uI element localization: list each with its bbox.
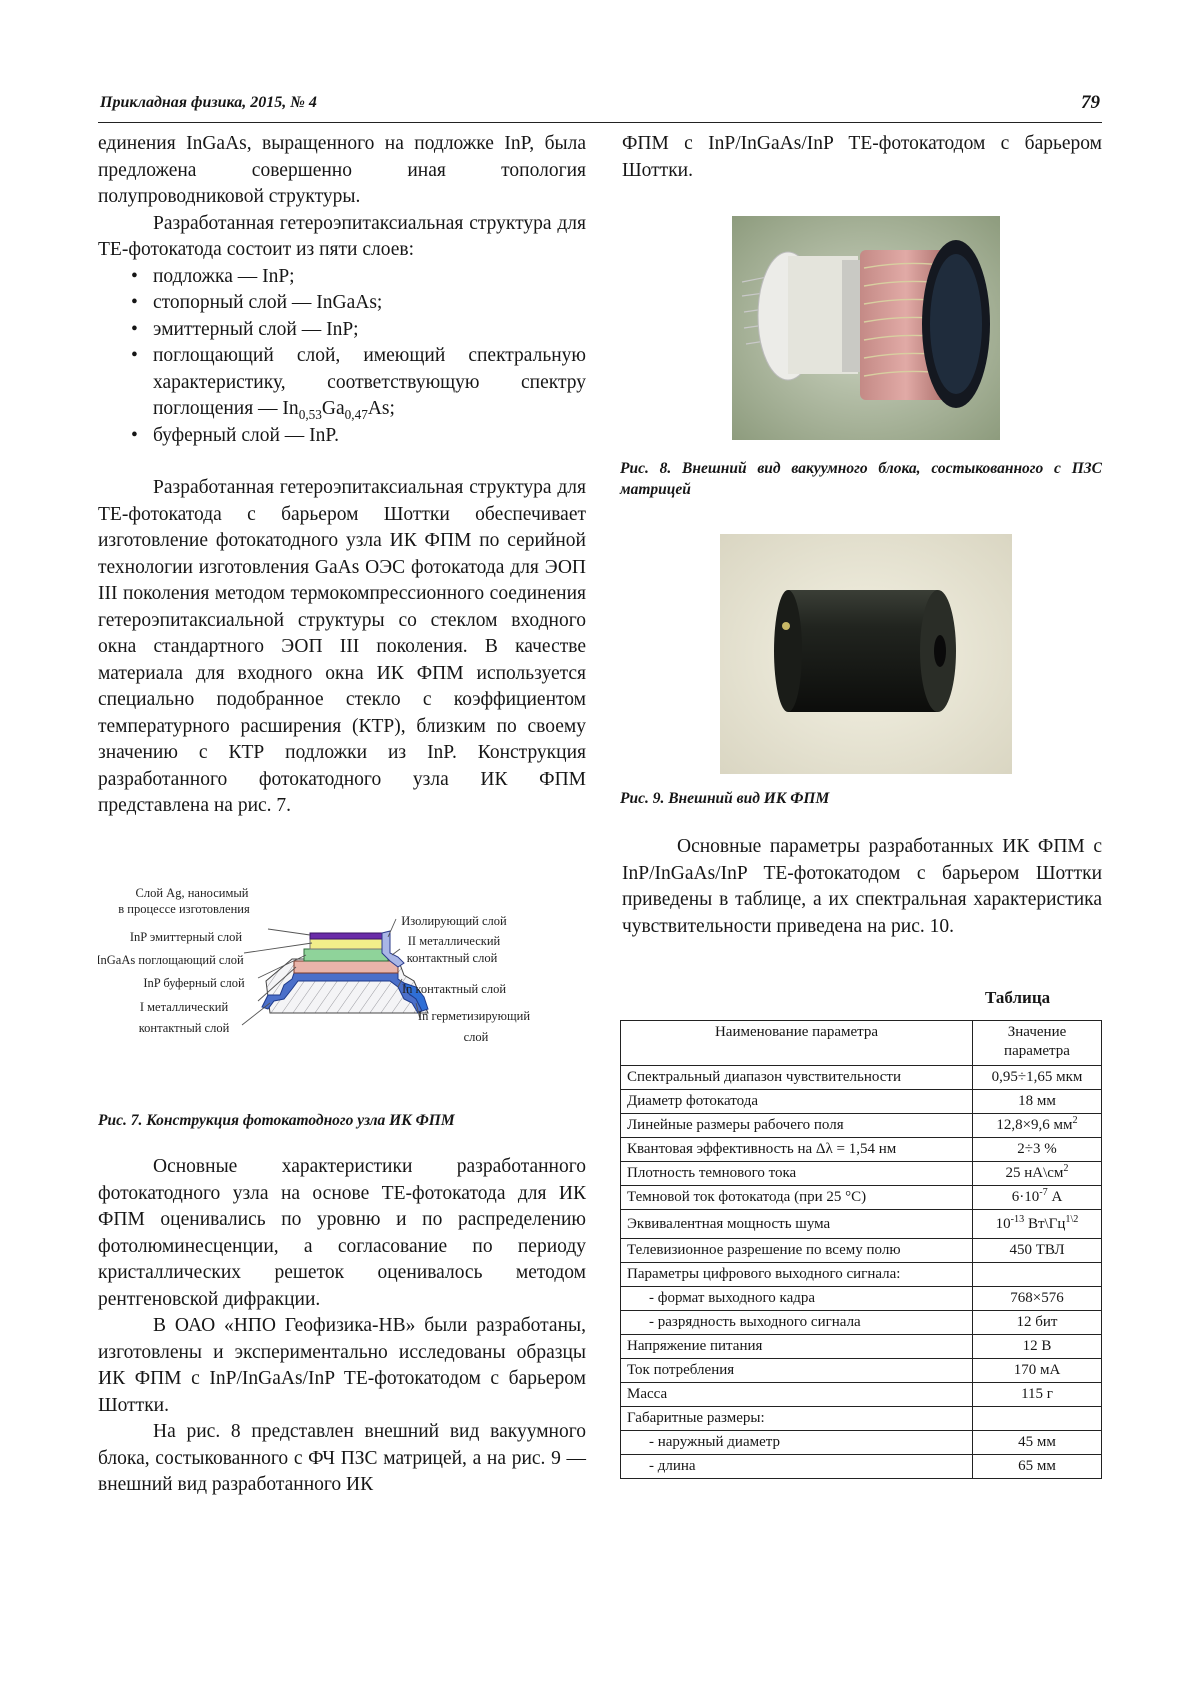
table-row [621, 1090, 1102, 1114]
subscript: 0,53 [298, 406, 322, 422]
right-column-lower [622, 834, 1102, 940]
header-cell: Значение параметра [973, 1021, 1102, 1066]
value-cell: 12 бит [973, 1311, 1102, 1335]
figure-7-caption: Рис. 7. Конструкция фотокатодного узла ИК ФПМ [98, 1112, 455, 1129]
page-number: 79 [1081, 92, 1100, 113]
header-cell: Наименование параметра [621, 1021, 973, 1066]
param-cell: - разрядность выходного сигнала [621, 1311, 973, 1335]
journal-header: Прикладная физика, 2015, № 4 [100, 94, 317, 111]
label-buffer: InP буферный слой [143, 976, 245, 990]
table-row [621, 1239, 1102, 1263]
parameters-table [620, 1020, 1102, 1479]
param-cell: - наружный диаметр [621, 1431, 973, 1455]
label-metal-1: контактный слой [138, 1021, 230, 1035]
paragraph: единения InGaAs, выращенного на подложке InP, была предложена совершенно иная топология полупроводниковой структуры. [98, 133, 586, 207]
param-cell: Квантовая эффективность на Δλ = 1,54 нм [621, 1138, 973, 1162]
figure-8-caption: Рис. 8. Внешний вид вакуумного блока, состыкованного с ПЗС матрицей [620, 460, 1102, 498]
label-in-contact: In контактный слой [401, 982, 507, 996]
value-cell: 12 В [973, 1335, 1102, 1359]
list-item-text: As; [367, 398, 395, 419]
value-cell: 2÷3 % [973, 1138, 1102, 1162]
list-item: • подложка — InP; [98, 264, 586, 291]
table-row [621, 1066, 1102, 1090]
figure-8-photo [732, 216, 1000, 440]
value-cell [973, 1263, 1102, 1287]
param-cell: Темновой ток фотокатода (при 25 °С) [621, 1186, 973, 1210]
param-cell: Спектральный диапазон чувствительности [621, 1066, 973, 1090]
param-cell: - формат выходного кадра [621, 1287, 973, 1311]
superscript: 2 [1072, 1115, 1078, 1126]
value-cell: 18 мм [973, 1090, 1102, 1114]
value-cell [973, 1407, 1102, 1431]
table-row [621, 1162, 1102, 1186]
absorbing-layer [304, 949, 388, 961]
value-cell: 0,95÷1,65 мкм [973, 1066, 1102, 1090]
table-row [621, 1455, 1102, 1479]
param-cell: Масса [621, 1383, 973, 1407]
label-insulator: Изолирующий слой [401, 914, 507, 928]
table-title: Таблица [985, 988, 1051, 1007]
table-row [621, 1186, 1102, 1210]
paragraph: Разработанная гетероэпитаксиальная структура для ТЕ-фотокатода с барьером Шоттки обеспечивает изготовление фотокатодного узла ИК ФПМ по серийной технологии изготовления GaAs ОЭС фотокатода для ЭОП III поколения методом термокомпрессионного соединения гетероэпитаксиальной структуры со стеклом входного окна стандартного ЭОП III поколения. В качестве материала для входного окна ИК ФПМ используется специально подобранное стекло с коэффициентом температурного расширения (КТР), близким по своему значению с КТР подложки из InP. Конструкция разработанного фотокатодного узла ИК ФПМ представлена на рис. 7. [98, 477, 586, 816]
label-ag-layer: Слой Ag, наносимый [135, 886, 249, 900]
param-cell: Напряжение питания [621, 1335, 973, 1359]
table-row [621, 1407, 1102, 1431]
list-item: • стопорный слой — InGaAs; [98, 290, 586, 317]
table-row [621, 1383, 1102, 1407]
value-cell: 65 мм [973, 1455, 1102, 1479]
value-text: 25 нА\см [1005, 1165, 1064, 1181]
figure-9-photo [720, 534, 1012, 774]
param-cell: Ток потребления [621, 1359, 973, 1383]
label-in-seal: слой [463, 1030, 489, 1044]
table-row [621, 1311, 1102, 1335]
param-cell: Линейные размеры рабочего поля [621, 1114, 973, 1138]
label-metal-2: контактный слой [406, 951, 498, 965]
value-text: 12,8×9,6 мм [996, 1117, 1073, 1133]
table-row [621, 1431, 1102, 1455]
param-cell: Эквивалентная мощность шума [621, 1210, 973, 1239]
table-row [621, 1263, 1102, 1287]
superscript: 1\2 [1065, 1213, 1079, 1225]
vacuum-block-image [732, 216, 1000, 440]
ag-layer [310, 933, 382, 939]
subscript: 0,47 [344, 406, 368, 422]
param-cell: Телевизионное разрешение по всему полю [621, 1239, 973, 1263]
paragraph: ФПМ с InP/InGaAs/InP ТЕ-фотокатодом с барьером Шоттки. [622, 133, 1102, 181]
param-cell: Диаметр фотокатода [621, 1090, 973, 1114]
paragraph: Основные параметры разработанных ИК ФПМ с InP/InGaAs/InP ТЕ-фотокатодом с барьером Шоттки приведены в таблице, а их спектральная характеристика чувствительности приведена на рис. 10. [622, 836, 1102, 937]
header-rule [98, 122, 1102, 123]
table-row [621, 1335, 1102, 1359]
label-metal-2: II металлический [407, 934, 501, 948]
value-text: 10 [995, 1215, 1011, 1232]
paragraph: Основные характеристики разработанного фотокатодного узла на основе ТЕ-фотокатода для ИК ФПМ оценивались по уровню и по распределению фотолюминесценции, а согласование по периоду кристаллических решеток оценивалось методом рентгеновской дифракции. [98, 1156, 586, 1310]
table-row [621, 1138, 1102, 1162]
value-cell: 45 мм [973, 1431, 1102, 1455]
fig7-diagram [98, 883, 586, 1083]
figure-7 [98, 883, 586, 1083]
table-row [621, 1287, 1102, 1311]
superscript: 2 [1063, 1163, 1069, 1174]
right-column [622, 131, 1102, 184]
list-item: • буферный слой — InP. [98, 423, 586, 450]
label-metal-1: I металлический [139, 1000, 229, 1014]
label-ag-layer: в процессе изготовления [118, 902, 250, 916]
superscript: -13 [1010, 1213, 1025, 1225]
ir-module-image [720, 534, 1012, 774]
label-emitter: InP эмиттерный слой [129, 930, 243, 944]
value-cell: 115 г [973, 1383, 1102, 1407]
value-text: 6·10 [1011, 1189, 1040, 1205]
param-cell: Параметры цифрового выходного сигнала: [621, 1263, 973, 1287]
value-cell: 170 мА [973, 1359, 1102, 1383]
buffer-layer [294, 961, 398, 973]
paragraph: В ОАО «НПО Геофизика-НВ» были разработаны, изготовлены и экспериментально исследованы образцы ИК ФПМ с InP/InGaAs/InP ТЕ-фотокатодом с барьером Шоттки. [98, 1315, 586, 1416]
left-column [98, 131, 586, 820]
list-item-text: Ga [321, 398, 345, 419]
list-item [98, 343, 586, 423]
emitter-layer [310, 939, 382, 949]
list-item: • эмиттерный слой — InP; [98, 317, 586, 344]
layer-list [98, 264, 586, 450]
label-in-seal: In герметизирующий [417, 1009, 531, 1023]
value-cell [973, 1114, 1102, 1138]
value-unit: Вт\Гц [1024, 1215, 1066, 1232]
param-cell: Габаритные размеры: [621, 1407, 973, 1431]
value-cell [973, 1210, 1102, 1239]
paragraph: Разработанная гетероэпитаксиальная структура для ТЕ-фотокатода состоит из пяти слоев: [98, 212, 586, 260]
value-cell [973, 1186, 1102, 1210]
figure-9-caption: Рис. 9. Внешний вид ИК ФПМ [620, 790, 830, 807]
table-row [621, 1114, 1102, 1138]
table-header-row [621, 1021, 1102, 1066]
superscript: -7 [1039, 1187, 1048, 1198]
value-cell: 768×576 [973, 1287, 1102, 1311]
paragraph: На рис. 8 представлен внешний вид вакуумного блока, состыкованного с ФЧ ПЗС матрицей, а на рис. 9 — внешний вид разработанного ИК [98, 1421, 586, 1495]
value-cell [973, 1162, 1102, 1186]
label-absorber: InGaAs поглощающий слой [98, 953, 244, 967]
table-row [621, 1210, 1102, 1239]
param-cell: Плотность темнового тока [621, 1162, 973, 1186]
list-item-text: поглощающий слой, имеющий спектральную характеристику, соответствующую спектру поглощения — In [153, 345, 586, 419]
value-cell: 450 ТВЛ [973, 1239, 1102, 1263]
left-column-lower [98, 1154, 586, 1499]
table-row [621, 1359, 1102, 1383]
param-cell: - длина [621, 1455, 973, 1479]
value-unit: А [1047, 1189, 1063, 1205]
